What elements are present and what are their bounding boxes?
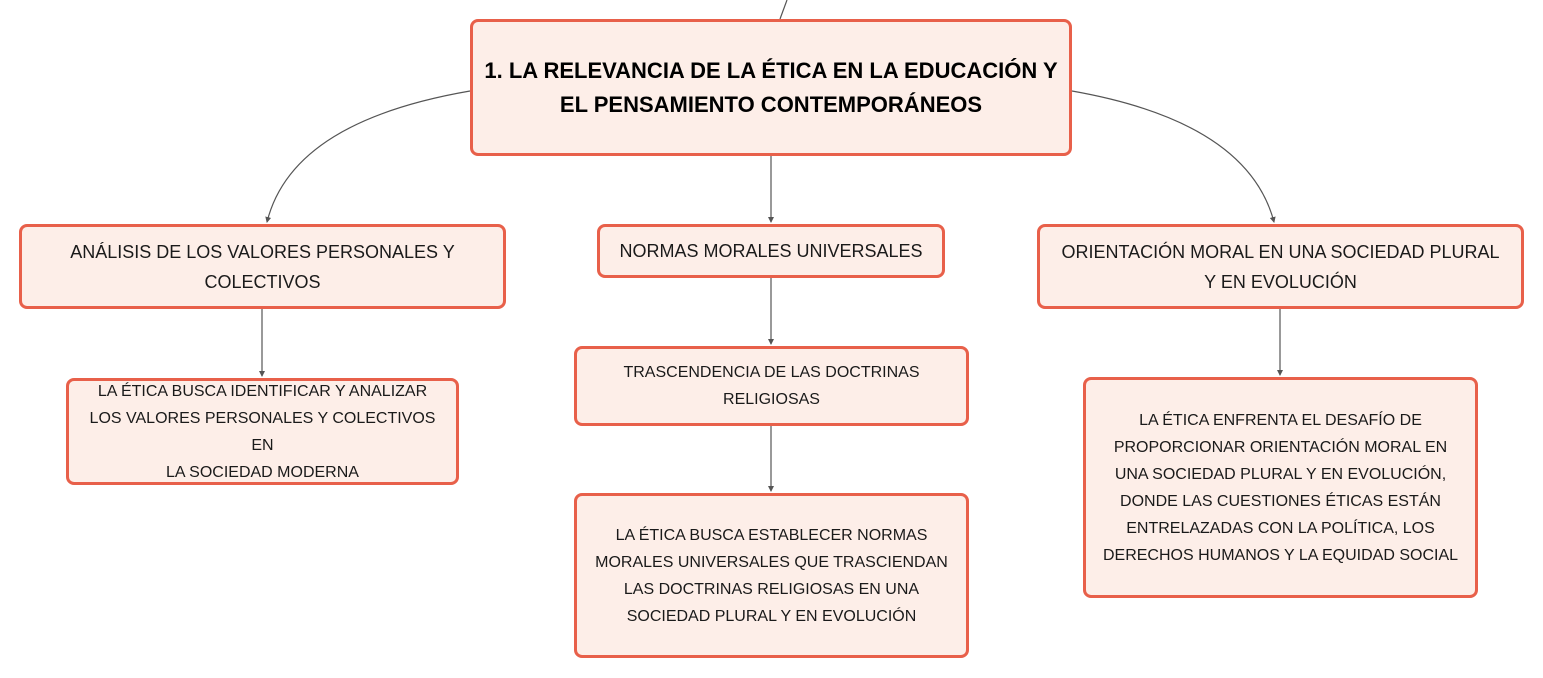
topic-analisis-line-2: COLECTIVOS (204, 271, 321, 292)
analisis-detail-line-1: LA ÉTICA BUSCA IDENTIFICAR Y ANALIZAR (97, 382, 428, 400)
orientacion-detail-line-5: ENTRELAZADAS CON LA POLÍTICA, LOS (1126, 519, 1435, 537)
subtopic-normas-detail[interactable] (574, 493, 969, 658)
topic-analisis-valores[interactable] (19, 224, 506, 309)
normas-detail-line-1: LA ÉTICA BUSCA ESTABLECER NORMAS (615, 526, 928, 544)
topic-orientacion-moral[interactable] (1037, 224, 1524, 309)
orientacion-detail-line-3: UNA SOCIEDAD PLURAL Y EN EVOLUCIÓN, (1114, 465, 1447, 483)
connector-root-to-orient (1072, 91, 1274, 222)
orientacion-detail-line-2: PROPORCIONAR ORIENTACIÓN MORAL EN (1113, 438, 1448, 456)
connector-parent-to-root (780, 0, 787, 19)
subtopic-analisis-detail[interactable] (66, 378, 459, 485)
topic-orientacion-line-2: Y EN EVOLUCIÓN (1204, 271, 1357, 292)
root-topic-line-2: EL PENSAMIENTO CONTEMPORÁNEOS (559, 91, 983, 117)
subtopic-trascendencia-doctrinas[interactable] (574, 346, 969, 426)
orientacion-detail-line-1: LA ÉTICA ENFRENTA EL DESAFÍO DE (1139, 411, 1422, 429)
topic-normas-label: NORMAS MORALES UNIVERSALES (619, 241, 923, 261)
topic-analisis-line-1: ANÁLISIS DE LOS VALORES PERSONALES Y (70, 241, 455, 262)
orientacion-detail-line-4: DONDE LAS CUESTIONES ÉTICAS ESTÁN (1120, 492, 1441, 510)
trascendencia-line-2: RELIGIOSAS (723, 391, 820, 408)
analisis-detail-line-3: LA SOCIEDAD MODERNA (166, 463, 359, 481)
root-topic-node[interactable] (470, 19, 1072, 156)
orientacion-detail-line-6: DERECHOS HUMANOS Y LA EQUIDAD SOCIAL (1102, 546, 1459, 564)
connector-root-to-analisis (267, 91, 470, 222)
trascendencia-line-1: TRASCENDENCIA DE LAS DOCTRINAS (623, 364, 920, 381)
root-topic-line-1: 1. LA RELEVANCIA DE LA ÉTICA EN LA EDUCACIÓN Y (484, 57, 1058, 83)
topic-orientacion-line-1: ORIENTACIÓN MORAL EN UNA SOCIEDAD PLURAL (1061, 241, 1500, 262)
normas-detail-line-3: LAS DOCTRINAS RELIGIOSAS EN UNA (623, 580, 920, 598)
analisis-detail-line-2: LOS VALORES PERSONALES Y COLECTIVOS EN (89, 409, 436, 454)
normas-detail-line-2: MORALES UNIVERSALES QUE TRASCIENDAN (595, 553, 948, 571)
topic-normas-morales[interactable] (597, 224, 945, 278)
subtopic-orientacion-detail[interactable] (1083, 377, 1478, 598)
normas-detail-line-4: SOCIEDAD PLURAL Y EN EVOLUCIÓN (626, 607, 917, 625)
